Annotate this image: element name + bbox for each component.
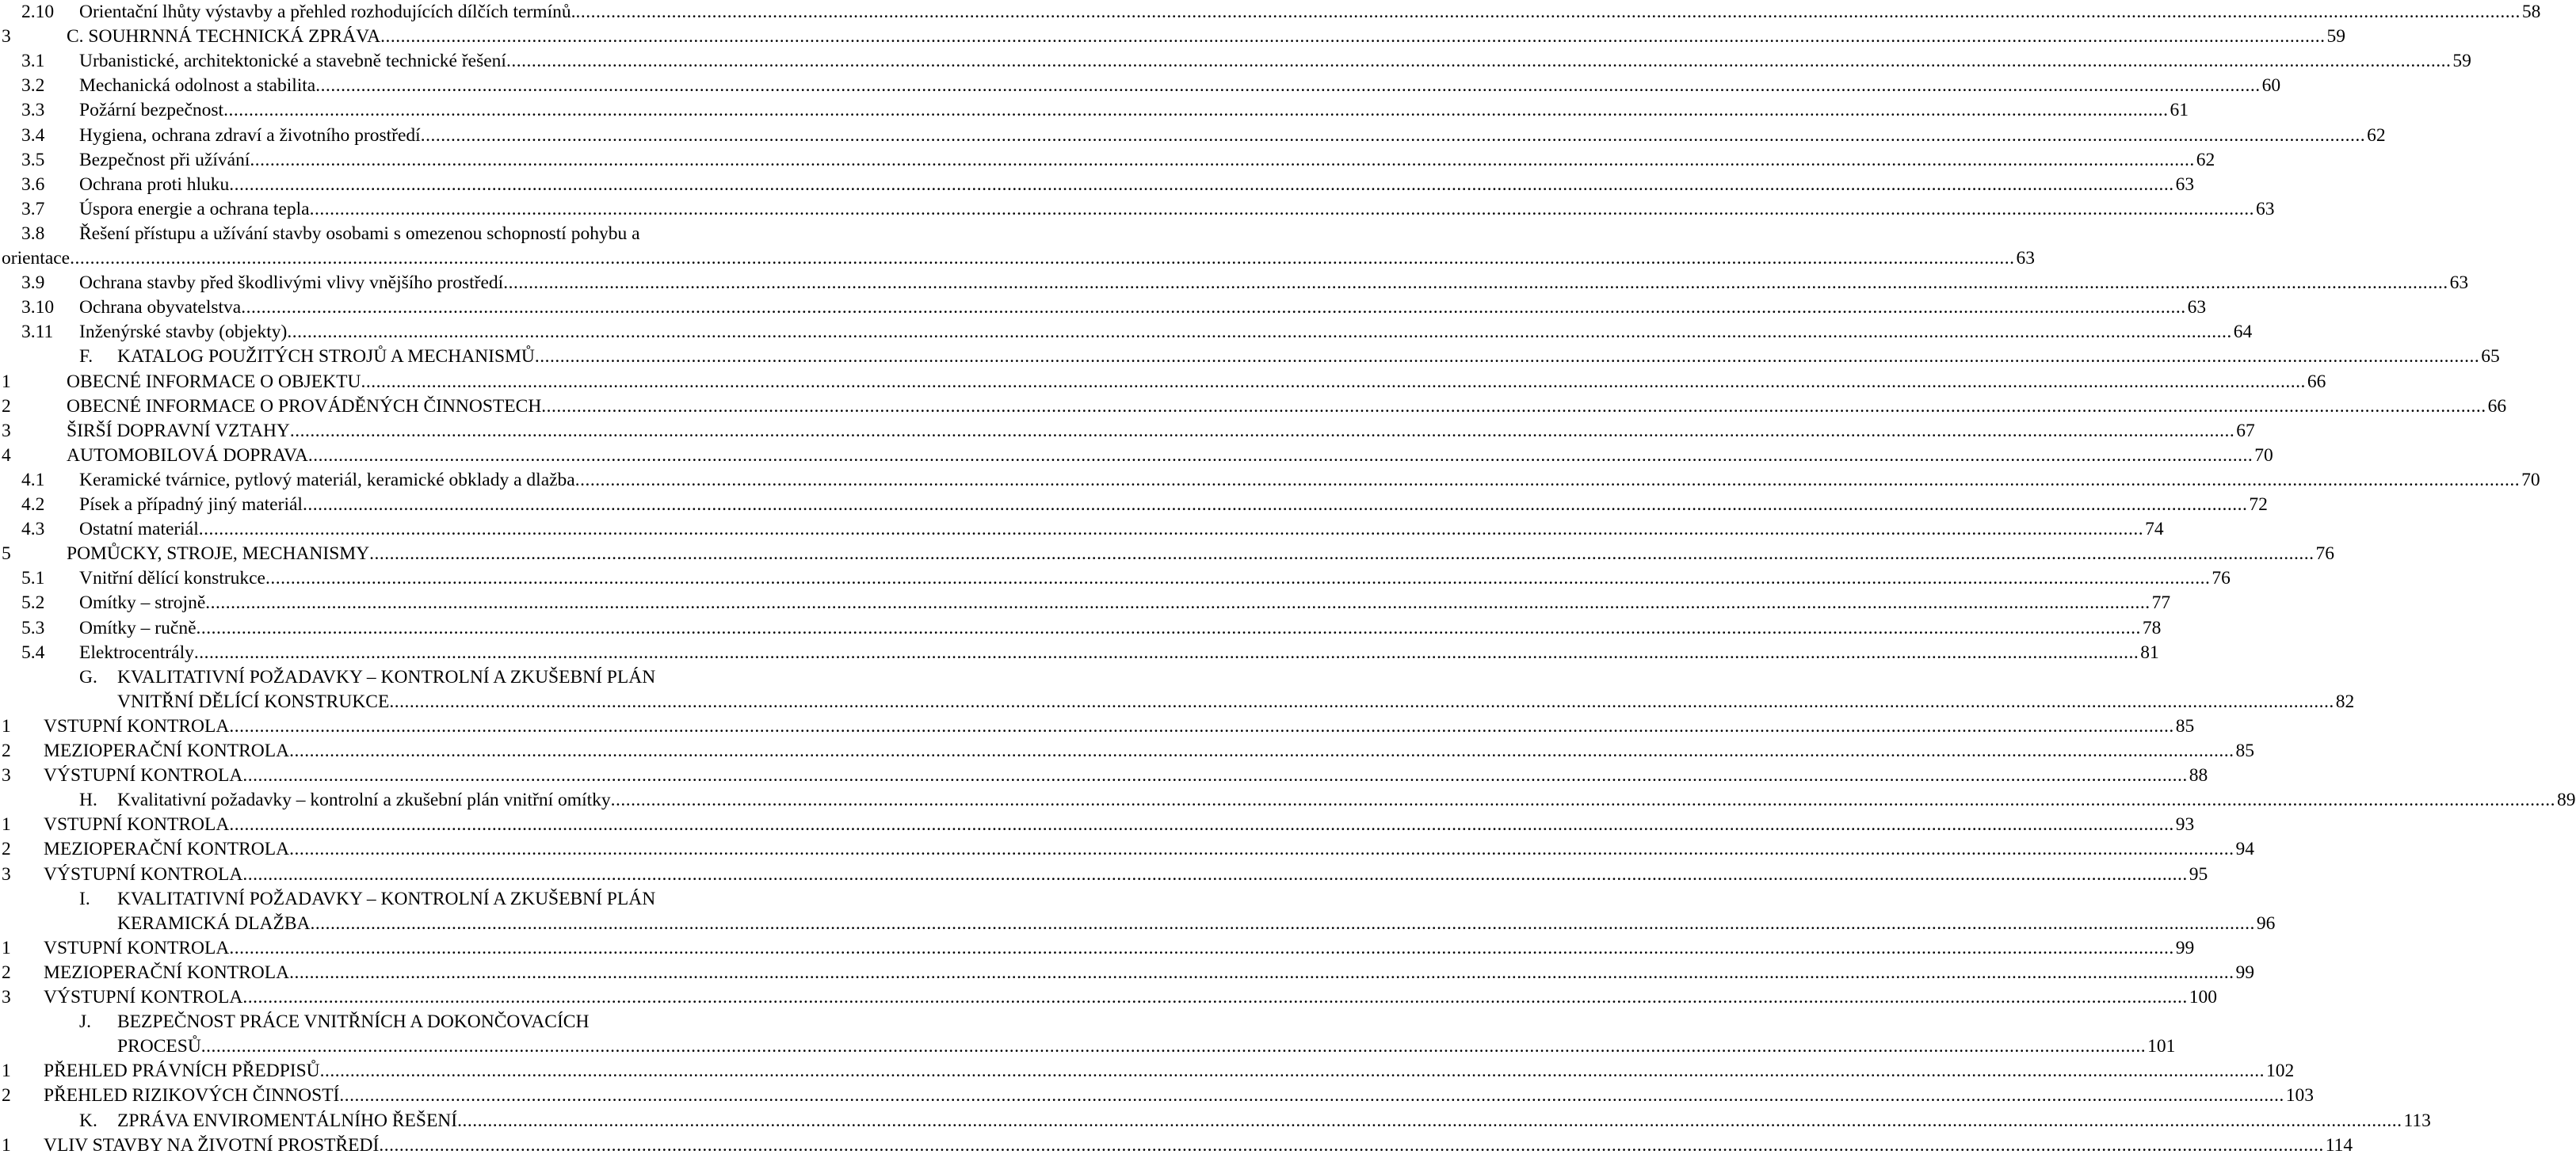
toc-entry-title: MEZIOPERAČNÍ KONTROLA <box>44 962 290 983</box>
toc-entry-title: Kvalitativní požadavky – kontrolní a zkušební plán vnitřní omítky <box>117 790 611 811</box>
toc-entry-title: VSTUPNÍ KONTROLA <box>44 814 230 836</box>
toc-entry-continuation[interactable] <box>0 246 2035 271</box>
dot-leader <box>310 912 2254 936</box>
toc-page-number: 81 <box>2140 642 2159 663</box>
toc-page-number: 61 <box>2170 100 2189 121</box>
toc-entry[interactable] <box>0 295 2207 320</box>
toc-page-number: 88 <box>2189 765 2208 787</box>
toc-page-number: 65 <box>2481 346 2500 368</box>
toc-page-number: 70 <box>2521 469 2540 490</box>
toc-entry[interactable] <box>0 863 2208 887</box>
toc-page-number: 99 <box>2235 962 2254 983</box>
dot-leader <box>315 74 2260 98</box>
toc-page-number: 70 <box>2254 444 2273 466</box>
toc-entry-number: 3 <box>2 26 11 48</box>
toc-entry[interactable] <box>0 887 761 912</box>
toc-entry-number: 3.2 <box>21 75 45 97</box>
toc-entry[interactable] <box>0 493 2268 517</box>
dot-leader <box>541 394 2486 419</box>
toc-entry-number: 2 <box>2 1085 11 1107</box>
toc-entry[interactable] <box>0 1133 2353 1158</box>
toc-entry-number: 2 <box>2 395 11 417</box>
toc-entry[interactable] <box>0 98 2189 123</box>
toc-page-number: 76 <box>2315 543 2335 565</box>
toc-entry-title: KVALITATIVNÍ POŽADAVKY – KONTROLNÍ A ZKUŠEBNÍ PLÁN <box>117 666 656 688</box>
toc-entry-number: G. <box>79 666 97 688</box>
toc-page-number: 59 <box>2452 51 2471 72</box>
dot-leader <box>290 419 2234 444</box>
toc-entry[interactable] <box>0 345 2500 369</box>
toc-entry-number: 3.1 <box>21 51 45 72</box>
toc-page-number: 95 <box>2189 863 2208 885</box>
toc-page-number: 78 <box>2142 617 2162 638</box>
toc-page-number: 85 <box>2235 741 2254 761</box>
dot-leader <box>289 739 2234 764</box>
toc-page-number: 85 <box>2175 715 2195 737</box>
toc-entry-title: Vnitřní dělící konstrukce <box>79 568 265 589</box>
toc-entry-number: 2 <box>2 741 11 761</box>
toc-entry[interactable] <box>0 444 2273 468</box>
toc-page-number: 62 <box>2367 124 2386 146</box>
dot-leader <box>421 124 2365 148</box>
toc-page-number: 66 <box>2307 371 2326 392</box>
dot-leader <box>389 690 2334 714</box>
toc-entry-title: BEZPEČNOST PRÁCE VNITŘNÍCH A DOKONČOVACÍCH <box>117 1011 590 1033</box>
dot-leader <box>197 616 2141 641</box>
toc-entry-title: OBECNÉ INFORMACE O OBJEKTU <box>67 371 361 392</box>
toc-entry[interactable] <box>0 616 2162 641</box>
dot-leader <box>303 493 2247 517</box>
toc-entry[interactable] <box>0 271 2469 295</box>
dot-leader <box>289 837 2234 862</box>
toc-entry-title: Písek a případný jiný materiál <box>79 494 303 515</box>
toc-entry-number: 2 <box>2 839 11 860</box>
toc-entry[interactable] <box>0 764 2208 788</box>
toc-page-number: 102 <box>2266 1061 2295 1082</box>
toc-entry-title: VÝSTUPNÍ KONTROLA <box>44 987 243 1008</box>
toc-entry-number: 5.4 <box>21 642 45 663</box>
dot-leader <box>229 173 2173 197</box>
toc-entry[interactable] <box>0 0 2541 25</box>
toc-entry-title: VÝSTUPNÍ KONTROLA <box>44 765 243 787</box>
dot-leader <box>205 591 2150 615</box>
toc-page-number: 67 <box>2236 420 2255 441</box>
toc-entry[interactable] <box>0 665 761 690</box>
dot-leader <box>250 148 2194 173</box>
toc-entry-number: 4 <box>2 444 11 466</box>
toc-entry[interactable] <box>0 468 2540 493</box>
dot-leader <box>503 271 2448 295</box>
dot-leader <box>320 1059 2265 1084</box>
toc-entry-title: Omítky – ručně <box>79 617 197 638</box>
toc-entry-title: Omítky – strojně <box>79 592 206 614</box>
toc-entry-title-continued: KERAMICKÁ DLAŽBA <box>117 912 311 934</box>
toc-entry-title: MEZIOPERAČNÍ KONTROLA <box>44 839 290 860</box>
toc-page-number: 63 <box>2016 248 2035 269</box>
toc-entry-number: 4.1 <box>21 469 45 490</box>
toc-entry-title: Ostatní materiál <box>79 519 199 540</box>
toc-page-number: 99 <box>2175 937 2195 958</box>
toc-page-number: 72 <box>2249 494 2268 515</box>
dot-leader <box>265 566 2210 591</box>
toc-page-number: 82 <box>2335 691 2355 712</box>
toc-entry[interactable] <box>0 1084 2314 1108</box>
dot-leader <box>535 345 2479 369</box>
toc-entry-title: VLIV STAVBY NA ŽIVOTNÍ PROSTŘEDÍ <box>44 1134 380 1156</box>
toc-page-number: 100 <box>2189 987 2217 1008</box>
toc-entry-title: OBECNÉ INFORMACE O PROVÁDĚNÝCH ČINNOSTECH <box>67 395 542 417</box>
dot-leader <box>242 985 2187 1010</box>
toc-entry[interactable] <box>0 25 2345 49</box>
toc-entry-title: VSTUPNÍ KONTROLA <box>44 715 230 737</box>
toc-entry-title: Orientační lhůty výstavby a přehled rozhodujících dílčích termínů. <box>79 2 576 22</box>
dot-leader <box>379 1133 2323 1158</box>
dot-leader <box>506 49 2451 74</box>
toc-entry[interactable] <box>0 148 2215 173</box>
toc-entry-title: VSTUPNÍ KONTROLA <box>44 937 230 958</box>
toc-entry-title: POMŮCKY, STROJE, MECHANISMY <box>67 543 370 565</box>
toc-entry[interactable] <box>0 1059 2295 1084</box>
toc-page-number: 89 <box>2557 790 2576 811</box>
toc-entry-number: 1 <box>2 937 11 958</box>
toc-entry-title: Bezpečnost při užívání <box>79 149 250 170</box>
toc-entry-number: 4.3 <box>21 519 45 540</box>
toc-page-number: 93 <box>2175 814 2195 836</box>
toc-entry[interactable] <box>0 714 2195 739</box>
toc-entry[interactable] <box>0 985 2217 1010</box>
toc-entry-number: 3.6 <box>21 173 45 195</box>
toc-page-number: 66 <box>2487 395 2507 417</box>
dot-leader <box>199 517 2143 542</box>
toc-page-number: 63 <box>2449 272 2469 294</box>
toc-entry[interactable] <box>0 370 2326 394</box>
toc-entry[interactable] <box>0 1109 2431 1133</box>
toc-entry-number: 3 <box>2 863 11 885</box>
toc-page-number: 113 <box>2403 1110 2431 1131</box>
dot-leader <box>242 764 2187 788</box>
toc-entry-title: Ochrana stavby před škodlivými vlivy vnějšího prostředí <box>79 272 504 294</box>
toc-entry-number: 1 <box>2 814 11 836</box>
toc-entry-number: 1 <box>2 715 11 737</box>
toc-page-number: 114 <box>2325 1134 2353 1156</box>
toc-entry-number: 3 <box>2 765 11 787</box>
toc-entry-title: KATALOG POUŽITÝCH STROJŮ A MECHANISMŮ <box>117 346 535 368</box>
toc-entry-title: Ochrana obyvatelstva <box>79 297 242 318</box>
toc-entry-title: Hygiena, ochrana zdraví a životního prostředí <box>79 124 421 146</box>
dot-leader <box>229 714 2173 739</box>
dot-leader <box>242 863 2187 887</box>
toc-entry-number: 3.10 <box>21 297 55 318</box>
toc-page-number: 76 <box>2212 568 2231 589</box>
toc-entry-number: 1 <box>2 371 11 392</box>
toc-entry[interactable] <box>0 419 2255 444</box>
toc-entry-number: 3.3 <box>21 100 45 121</box>
dot-leader <box>308 444 2253 468</box>
toc-entry-number: 5 <box>2 543 11 565</box>
toc-entry-title: Ochrana proti hluku <box>79 173 230 195</box>
toc-entry-number: 5.3 <box>21 617 45 638</box>
dot-leader <box>575 468 2520 493</box>
toc-entry-number: 1 <box>2 1134 11 1156</box>
toc-entry[interactable] <box>0 788 2576 813</box>
toc-page-number: 63 <box>2187 297 2207 318</box>
toc-entry-number: 3.9 <box>21 272 45 294</box>
toc-entry-number: 3 <box>2 987 11 1008</box>
dot-leader <box>194 641 2139 665</box>
toc-entry-continuation[interactable] <box>0 1034 2176 1059</box>
toc-entry-number: 2 <box>2 962 11 983</box>
toc-page-number: 74 <box>2145 519 2164 540</box>
toc-entry-continuation[interactable] <box>0 690 2355 714</box>
toc-entry-number: J. <box>79 1011 92 1033</box>
toc-entry-title: Mechanická odolnost a stabilita <box>79 75 316 97</box>
toc-entry-title: Požární bezpečnost <box>79 100 224 121</box>
toc-page-number: 63 <box>2175 173 2195 195</box>
toc-entry-title-continued: PROCESŮ <box>117 1036 201 1057</box>
dot-leader <box>339 1084 2284 1108</box>
toc-entry-number: 3.8 <box>21 223 45 244</box>
toc-entry-number: 3.5 <box>21 149 45 170</box>
toc-entry[interactable] <box>0 320 2253 345</box>
dot-leader <box>229 936 2173 961</box>
toc-entry-number: 3.7 <box>21 198 45 219</box>
toc-entry-continuation[interactable] <box>0 912 2276 936</box>
toc-entry[interactable] <box>0 739 2254 764</box>
toc-entry[interactable] <box>0 1010 761 1034</box>
toc-entry-title: Elektrocentrály <box>79 642 194 663</box>
toc-entry[interactable] <box>0 961 2254 985</box>
toc-page-number: 94 <box>2235 839 2254 860</box>
dot-leader <box>289 961 2234 985</box>
dot-leader <box>70 246 2014 271</box>
dot-leader <box>310 197 2254 222</box>
dot-leader <box>369 542 2314 566</box>
toc-page-number: 62 <box>2196 149 2215 170</box>
toc-entry[interactable] <box>0 542 2335 566</box>
toc-entry[interactable] <box>0 124 2386 148</box>
toc-page-number: 60 <box>2261 75 2281 97</box>
toc-entry[interactable] <box>0 591 2171 615</box>
toc-entry-number: 5.1 <box>21 568 45 589</box>
dot-leader <box>611 788 2555 813</box>
toc-page-number: 101 <box>2147 1036 2176 1057</box>
toc-page-number: 59 <box>2326 26 2345 48</box>
toc-entry-number: 2.10 <box>21 2 55 22</box>
toc-entry-title: ŠIRŠÍ DOPRAVNÍ VZTAHY <box>67 420 290 441</box>
dot-leader <box>229 813 2173 837</box>
toc-entry[interactable] <box>0 936 2195 961</box>
dot-leader <box>575 0 2520 25</box>
toc-entry-title: VÝSTUPNÍ KONTROLA <box>44 863 243 885</box>
toc-entry-title: ZPRÁVA ENVIROMENTÁLNÍHO ŘEŠENÍ <box>117 1110 458 1131</box>
toc-entry[interactable] <box>0 173 2195 197</box>
toc-page-number: 77 <box>2151 592 2171 614</box>
toc-entry-title: AUTOMOBILOVÁ DOPRAVA <box>67 444 308 466</box>
toc-entry-title: KVALITATIVNÍ POŽADAVKY – KONTROLNÍ A ZKUŠEBNÍ PLÁN <box>117 888 656 909</box>
toc-entry-title: C. SOUHRNNÁ TECHNICKÁ ZPRÁVA <box>67 26 381 48</box>
dot-leader <box>457 1109 2402 1133</box>
toc-entry[interactable] <box>0 566 2231 591</box>
toc-entry[interactable] <box>0 641 2159 665</box>
toc-entry[interactable] <box>0 813 2195 837</box>
toc-entry-number: K. <box>79 1110 97 1131</box>
toc-entry-number: I. <box>79 888 90 909</box>
toc-entry[interactable] <box>0 197 2275 222</box>
toc-page-number: 64 <box>2233 322 2253 343</box>
toc-entry[interactable] <box>0 517 2164 542</box>
toc-entry-title-continued: orientace <box>2 248 71 269</box>
toc-entry-number: 3 <box>2 420 11 441</box>
toc-entry[interactable] <box>0 837 2254 862</box>
dot-leader <box>287 320 2231 345</box>
toc-entry-title: Úspora energie a ochrana tepla <box>79 198 310 219</box>
toc-entry-title: PŘEHLED RIZIKOVÝCH ČINNOSTÍ <box>44 1085 340 1107</box>
toc-entry-title: Urbanistické, architektonické a stavebně technické řešení <box>79 51 506 72</box>
toc-page-number: 96 <box>2256 912 2276 934</box>
toc-entry-title: Inženýrské stavby (objekty) <box>79 322 288 343</box>
toc-page-number: 63 <box>2255 198 2275 219</box>
toc-page-number: 103 <box>2285 1085 2314 1107</box>
toc-entry-number: 4.2 <box>21 494 45 515</box>
dot-leader <box>380 25 2325 49</box>
toc-entry[interactable] <box>0 222 761 246</box>
dot-leader <box>223 98 2168 123</box>
toc-entry-number: F. <box>79 346 93 368</box>
toc-entry[interactable] <box>0 74 2281 98</box>
toc-entry-title: MEZIOPERAČNÍ KONTROLA <box>44 741 290 761</box>
toc-entry-title-continued: VNITŘNÍ DĚLÍCÍ KONSTRUKCE <box>117 691 390 712</box>
dot-leader <box>201 1034 2146 1059</box>
toc-entry-number: H. <box>79 790 97 811</box>
toc-entry[interactable] <box>0 394 2507 419</box>
dot-leader <box>241 295 2185 320</box>
toc-entry-number: 3.11 <box>21 322 54 343</box>
toc-entry-number: 3.4 <box>21 124 45 146</box>
toc-entry-title: Keramické tvárnice, pytlový materiál, keramické obklady a dlažba <box>79 469 575 490</box>
toc-entry-number: 5.2 <box>21 592 45 614</box>
dot-leader <box>361 370 2305 394</box>
toc-page-number: 58 <box>2521 2 2541 22</box>
toc-entry[interactable] <box>0 49 2471 74</box>
toc-entry-title: PŘEHLED PRÁVNÍCH PŘEDPISŮ <box>44 1061 320 1082</box>
toc-entry-title: Řešení přístupu a užívání stavby osobami s omezenou schopností pohybu a <box>79 223 640 244</box>
toc-entry-number: 1 <box>2 1061 11 1082</box>
